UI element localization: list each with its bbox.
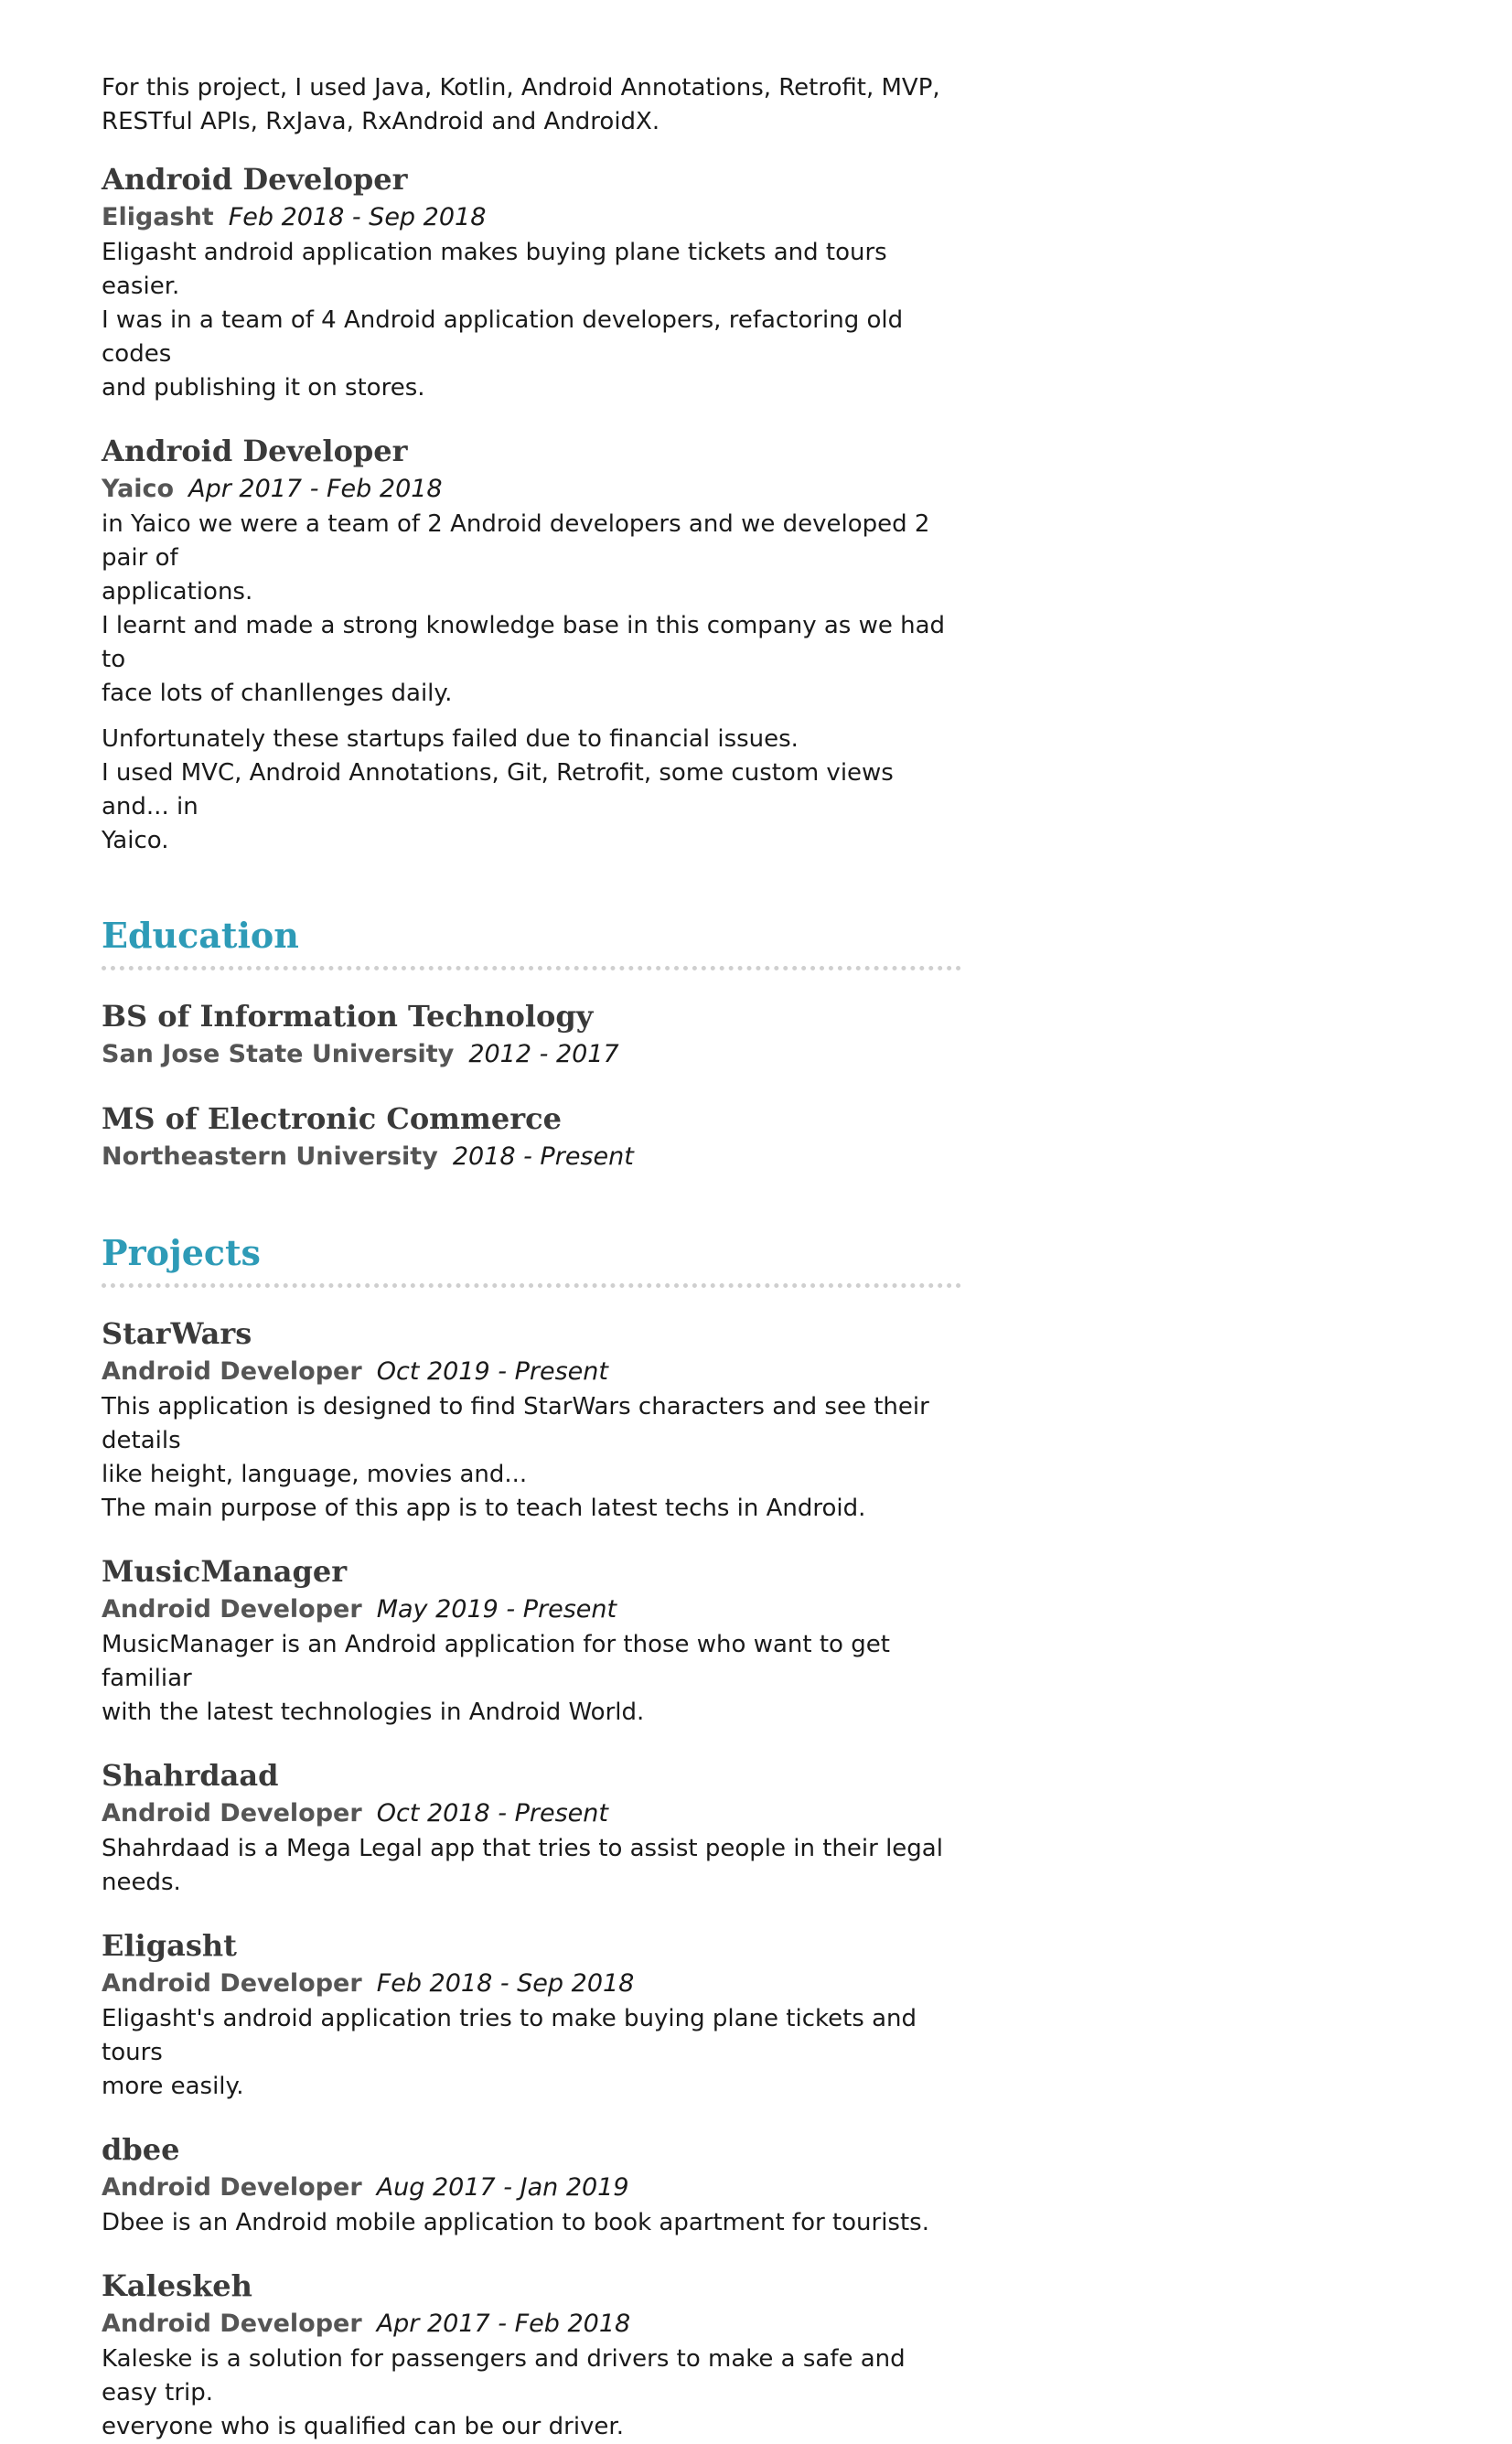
- project-dates: Apr 2017 - Feb 2018: [376, 2310, 631, 2338]
- education-meta: [102, 1036, 966, 1073]
- project-entry: [102, 2266, 966, 2444]
- education-entry: [102, 1099, 966, 1175]
- job-dates: Feb 2018 - Sep 2018: [228, 203, 487, 231]
- project-description: MusicManager is an Android application for those who want to get familiar with the latest technologies in Android World.: [102, 1631, 890, 1726]
- education-dates: 2012 - 2017: [468, 1040, 619, 1068]
- project-dates: Oct 2019 - Present: [376, 1357, 608, 1386]
- education-meta: [102, 1139, 966, 1175]
- education-dates: 2018 - Present: [452, 1142, 634, 1171]
- section-divider: [102, 1283, 961, 1288]
- project-role: Android Developer: [102, 2310, 362, 2338]
- projects-section: [102, 1230, 966, 2444]
- project-name: dbee: [102, 2132, 180, 2167]
- project-meta: [102, 2170, 966, 2206]
- project-name: MusicManager: [102, 1554, 348, 1589]
- job-dates: Apr 2017 - Feb 2018: [188, 475, 443, 503]
- project-description: Kaleske is a solution for passengers and drivers to make a safe and easy trip. everyone who is qualified can be our driver.: [102, 2345, 906, 2440]
- project-description: Shahrdaad is a Mega Legal app that tries to assist people in their legal needs.: [102, 1835, 943, 1896]
- project-role: Android Developer: [102, 1595, 362, 1624]
- project-entry: [102, 1551, 966, 1730]
- project-role: Android Developer: [102, 1969, 362, 1998]
- project-name: StarWars: [102, 1316, 252, 1351]
- project-meta: [102, 2306, 966, 2342]
- project-description: Dbee is an Android mobile application to book apartment for tourists.: [102, 2209, 929, 2236]
- section-title-education: Education: [102, 915, 299, 956]
- project-role: Android Developer: [102, 1799, 362, 1828]
- resume-content: [102, 71, 966, 2444]
- project-dates: May 2019 - Present: [376, 1595, 617, 1624]
- degree-title: MS of Electronic Commerce: [102, 1101, 562, 1136]
- project-entry: [102, 1755, 966, 1900]
- project-entry: [102, 1925, 966, 2104]
- experience-entry-eligasht: [102, 159, 966, 405]
- section-title-projects: Projects: [102, 1232, 261, 1273]
- company-name: Eligasht: [102, 203, 214, 231]
- project-meta: [102, 1966, 966, 2002]
- job-title: Android Developer: [102, 162, 408, 197]
- education-entry: [102, 996, 966, 1073]
- job-title: Android Developer: [102, 434, 408, 468]
- project-dates: Oct 2018 - Present: [376, 1799, 608, 1828]
- job-meta: [102, 199, 966, 236]
- section-divider: [102, 966, 961, 970]
- project-dates: Feb 2018 - Sep 2018: [376, 1969, 635, 1998]
- school-name: San Jose State University: [102, 1040, 455, 1068]
- project-name: Kaleskeh: [102, 2268, 252, 2303]
- project-dates: Aug 2017 - Jan 2019: [376, 2173, 629, 2202]
- intro-text: For this project, I used Java, Kotlin, Android Annotations, Retrofit, MVP, RESTful APIs, RxJava, RxAndroid and AndroidX.: [102, 74, 940, 135]
- job-description: Eligasht android application makes buying plane tickets and tours easier. I was in a team of 4 Android application developers, refactoring old codes and publishing it on stores.: [102, 239, 904, 402]
- project-name: Eligasht: [102, 1928, 237, 1963]
- job-description: in Yaico we were a team of 2 Android developers and we developed 2 pair of applications. I learnt and made a strong knowledge base in this company as we had to face lots of chanllenges daily.: [102, 510, 946, 707]
- project-meta: [102, 1592, 966, 1628]
- project-description: Eligasht's android application tries to make buying plane tickets and tours more easily.: [102, 2005, 917, 2100]
- job-description-extra: Unfortunately these startups failed due to financial issues. I used MVC, Android Annotations, Git, Retrofit, some custom views and... in Yaico.: [102, 725, 894, 854]
- project-entry: [102, 2129, 966, 2240]
- project-name: Shahrdaad: [102, 1758, 279, 1793]
- education-section: [102, 913, 966, 1175]
- project-role: Android Developer: [102, 1357, 362, 1386]
- experience-entry-yaico: [102, 431, 966, 858]
- project-description: This application is designed to find StarWars characters and see their details like height, language, movies and... The main purpose of this app is to teach latest techs in Android.: [102, 1393, 929, 1522]
- project-meta: [102, 1795, 966, 1832]
- school-name: Northeastern University: [102, 1142, 438, 1171]
- project-meta: [102, 1354, 966, 1390]
- project-role: Android Developer: [102, 2173, 362, 2202]
- degree-title: BS of Information Technology: [102, 999, 594, 1034]
- job-meta: [102, 471, 966, 508]
- company-name: Yaico: [102, 475, 175, 503]
- project-entry: [102, 1313, 966, 1526]
